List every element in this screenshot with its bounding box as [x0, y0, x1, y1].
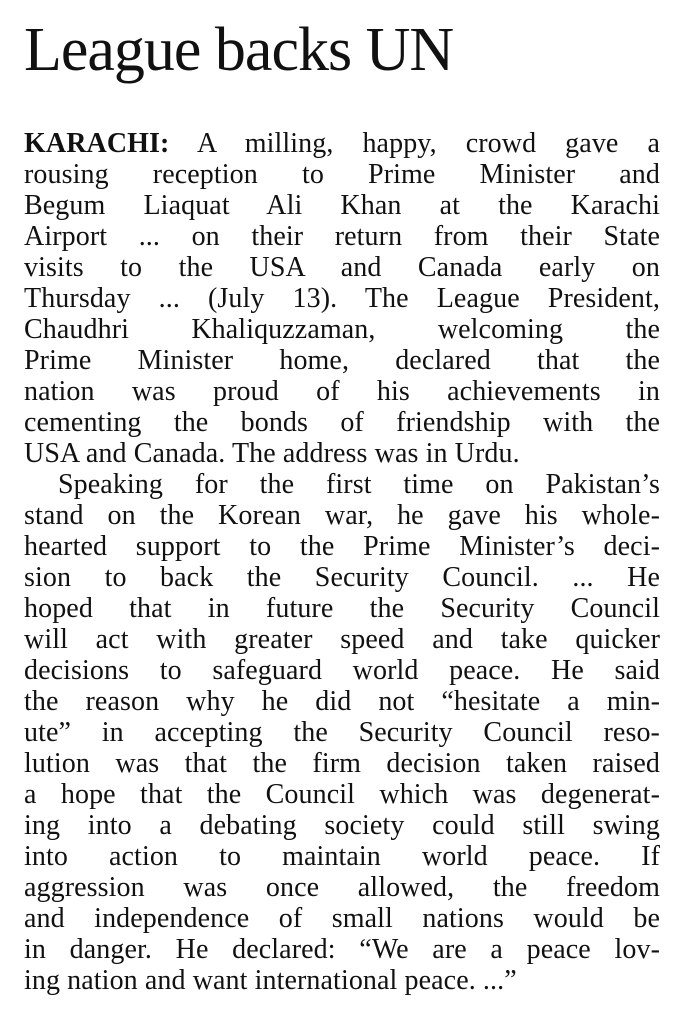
text-line: Chaudhri Khaliquzzaman, welcoming the — [24, 314, 660, 345]
text-line: Begum Liaquat Ali Khan at the Karachi — [24, 190, 660, 221]
paragraph-start-line: Speaking for the first time on Pakistan’s — [58, 469, 660, 500]
text-line: into action to maintain world peace. If — [24, 841, 660, 872]
text-line: decisions to safeguard world peace. He said — [24, 655, 660, 686]
text-line: cementing the bonds of friendship with the — [24, 407, 660, 438]
text-line: rousing reception to Prime Minister and — [24, 159, 660, 190]
text-line: Thursday ... (July 13). The League President, — [24, 283, 660, 314]
text-line: lution was that the firm decision taken raised — [24, 748, 660, 779]
text-line: hoped that in future the Security Council — [24, 593, 660, 624]
article-body — [24, 128, 660, 996]
text-line: a hope that the Council which was degenerat- — [24, 779, 660, 810]
dateline: KARACHI: — [24, 128, 170, 159]
text-line: visits to the USA and Canada early on — [24, 252, 660, 283]
text-line: Airport ... on their return from their State — [24, 221, 660, 252]
text-line: nation was proud of his achievements in — [24, 376, 660, 407]
text-line: and independence of small nations would be — [24, 903, 660, 934]
text-line: in danger. He declared: “We are a peace lov- — [24, 934, 660, 965]
text-line-content: A milling, happy, crowd gave a — [169, 128, 660, 159]
text-line: sion to back the Security Council. ... He — [24, 562, 660, 593]
text-line: aggression was once allowed, the freedom — [24, 872, 660, 903]
text-line: USA and Canada. The address was in Urdu. — [24, 438, 520, 469]
text-line: hearted support to the Prime Minister’s deci- — [24, 531, 660, 562]
text-line: the reason why he did not “hesitate a min- — [24, 686, 660, 717]
text-line: ing into a debating society could still swing — [24, 810, 660, 841]
text-line: Prime Minister home, declared that the — [24, 345, 660, 376]
text-line: will act with greater speed and take quicker — [24, 624, 660, 655]
headline: League backs UN — [24, 16, 454, 84]
text-line — [24, 128, 660, 159]
text-line: ute” in accepting the Security Council reso- — [24, 717, 660, 748]
text-line: stand on the Korean war, he gave his whole- — [24, 500, 660, 531]
text-line: ing nation and want international peace. ...” — [24, 965, 517, 996]
